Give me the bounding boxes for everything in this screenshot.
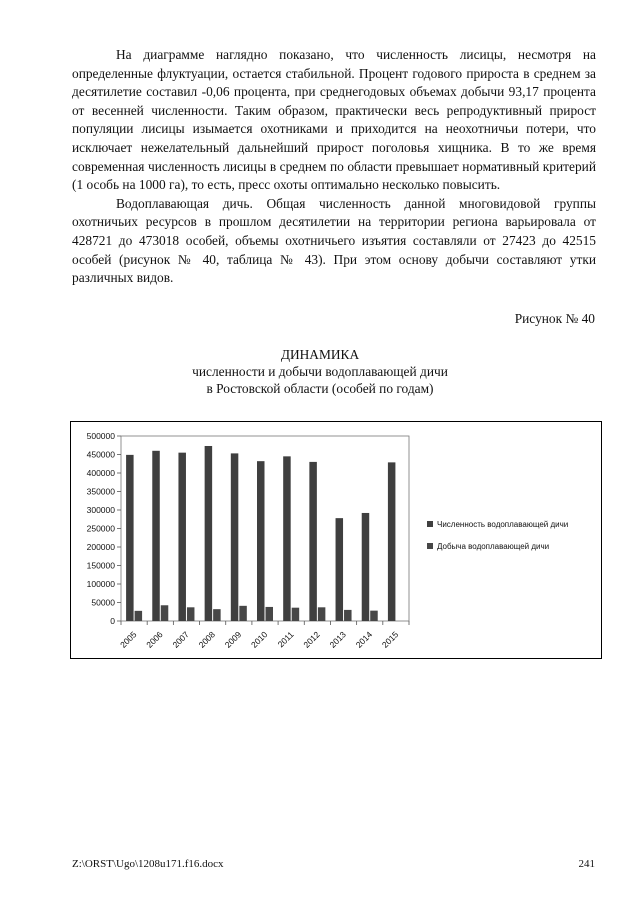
x-tick-label: 2010	[248, 629, 270, 650]
bar-population	[257, 461, 265, 621]
x-tick-label: 2009	[222, 629, 244, 650]
legend-swatch	[427, 543, 433, 549]
legend-label: Добыча водоплавающей дичи	[437, 542, 550, 551]
y-tick-label: 250000	[86, 523, 115, 534]
footer-page-number: 241	[578, 858, 595, 870]
bar-harvest	[187, 607, 195, 621]
figure-title-line1: ДИНАМИКА	[280, 347, 360, 362]
body-text	[72, 46, 596, 288]
bar-harvest	[213, 609, 221, 621]
bar-harvest	[161, 605, 169, 621]
y-tick-label: 0	[110, 616, 115, 626]
paragraph-waterfowl: Водоплавающая дичь. Общая численность данной многовидовой группы охотничьих ресурсов в прошлом десятилетии на территории региона варьировала от 428721 до 473018 особей, объемы охотничьего изъятия составляли от 27423 до 42515 особей (рисунок № 40, таблица № 43). При этом основу добычи составляют утки различных видов.	[72, 195, 596, 286]
y-tick-label: 100000	[86, 579, 115, 589]
bar-population	[205, 446, 213, 621]
bar-population	[126, 455, 134, 621]
figure-label: Рисунок № 40	[514, 311, 595, 326]
figure-title-line3: в Ростовской области (особей по годам)	[206, 381, 434, 396]
legend-label: Численность водоплавающей дичи	[437, 520, 569, 529]
x-tick-label: 2013	[327, 629, 348, 650]
bar-population	[178, 453, 186, 621]
paragraph-fox: На диаграмме наглядно показано, что численность лисицы, несмотря на определенные флуктуации, остается стабильной. Процент годового прироста в среднем за десятилетие составил -0,06 процента, при среднегодовых объемах добычи 93,17 процента от весенней численности. Таким образом, практически весь репродуктивный прирост популяции лисицы изымается охотниками и приходится на неохотничьи потери, что исключает нежелательный дальнейший прирост поголовья хищника. В то же время современная численность лисицы в среднем по области превышает нормативный критерий (1 особь на 1000 га), то есть, пресс охоты оптимально несколько повысить.	[72, 47, 596, 193]
figure-title-line2: численности и добычи водоплавающей дичи	[192, 364, 448, 379]
bar-chart	[71, 422, 603, 660]
bar-population	[231, 453, 239, 621]
y-tick-label: 200000	[86, 542, 115, 552]
x-tick-label: 2006	[144, 629, 165, 650]
legend-swatch	[427, 521, 433, 527]
x-tick-label: 2011	[275, 629, 296, 650]
bar-harvest	[266, 607, 274, 621]
bar-population	[152, 451, 160, 621]
bar-population	[283, 456, 291, 621]
bar-harvest	[344, 610, 352, 621]
y-tick-label: 50000	[91, 597, 115, 608]
y-tick-label: 400000	[86, 468, 115, 478]
bar-harvest	[239, 606, 247, 621]
y-tick-label: 300000	[86, 505, 115, 515]
x-tick-label: 2005	[118, 629, 139, 650]
bar-population	[388, 462, 396, 621]
footer-file-path: Z:\ORST\Ugo\1208u171.f16.docx	[72, 858, 224, 870]
chart-frame	[70, 421, 602, 659]
bar-harvest	[318, 607, 326, 621]
y-tick-label: 500000	[86, 431, 115, 441]
y-tick-label: 150000	[86, 560, 115, 571]
x-tick-label: 2007	[170, 629, 191, 650]
bar-population	[309, 462, 317, 621]
bar-harvest	[292, 608, 300, 621]
bar-harvest	[370, 611, 378, 621]
x-tick-label: 2014	[353, 629, 375, 650]
x-tick-label: 2008	[196, 629, 218, 650]
x-tick-label: 2012	[301, 629, 322, 650]
bar-population	[336, 518, 344, 621]
bar-population	[362, 513, 370, 621]
y-tick-label: 350000	[86, 486, 115, 497]
x-tick-label: 2015	[379, 629, 401, 650]
bar-harvest	[135, 611, 143, 621]
figure-title	[0, 346, 640, 397]
y-tick-label: 450000	[86, 449, 115, 460]
